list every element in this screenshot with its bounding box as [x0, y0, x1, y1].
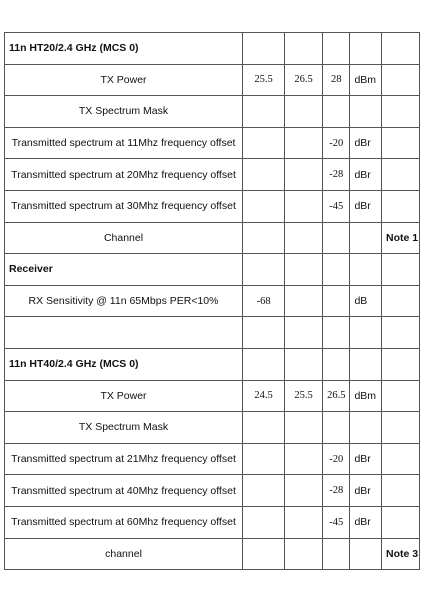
empty-cell	[323, 348, 350, 380]
empty-cell	[350, 348, 382, 380]
max-value-cell	[323, 317, 350, 349]
typ-value-cell: 26.5	[285, 64, 323, 96]
empty-cell	[323, 254, 350, 286]
empty-cell	[243, 254, 285, 286]
section-title: 11n HT20/2.4 GHz (MCS 0)	[5, 33, 243, 65]
note-cell	[382, 475, 420, 507]
typ-value-cell: 25.5	[285, 380, 323, 412]
parameter-cell: TX Spectrum Mask	[5, 96, 243, 128]
unit-cell	[350, 538, 382, 570]
note-cell	[382, 412, 420, 444]
section-header-row	[5, 254, 420, 286]
max-value-cell: -20	[323, 127, 350, 159]
typ-value-cell	[285, 538, 323, 570]
min-value-cell	[243, 96, 285, 128]
parameter-cell: TX Power	[5, 64, 243, 96]
note-cell	[382, 285, 420, 317]
spec-table-body	[5, 33, 420, 570]
typ-value-cell	[285, 475, 323, 507]
parameter-cell: Transmitted spectrum at 30Mhz frequency offset	[5, 190, 243, 222]
note-cell: Note 1	[382, 222, 420, 254]
table-row	[5, 412, 420, 444]
typ-value-cell	[285, 317, 323, 349]
empty-cell	[382, 254, 420, 286]
note-cell	[382, 127, 420, 159]
note-cell	[382, 506, 420, 538]
typ-value-cell	[285, 506, 323, 538]
unit-cell: dBr	[350, 506, 382, 538]
note-cell	[382, 64, 420, 96]
empty-cell	[323, 33, 350, 65]
max-value-cell: -28	[323, 475, 350, 507]
note-cell	[382, 96, 420, 128]
unit-cell: dBr	[350, 190, 382, 222]
table-row	[5, 190, 420, 222]
max-value-cell	[323, 412, 350, 444]
note-cell	[382, 190, 420, 222]
unit-cell: dBr	[350, 443, 382, 475]
note-cell	[382, 317, 420, 349]
unit-cell	[350, 96, 382, 128]
section-title: Receiver	[5, 254, 243, 286]
table-row	[5, 222, 420, 254]
parameter-cell: channel	[5, 538, 243, 570]
table-row	[5, 443, 420, 475]
typ-value-cell	[285, 443, 323, 475]
empty-cell	[350, 33, 382, 65]
max-value-cell	[323, 285, 350, 317]
unit-cell	[350, 222, 382, 254]
note-cell	[382, 380, 420, 412]
table-row	[5, 317, 420, 349]
table-row	[5, 159, 420, 191]
table-row	[5, 380, 420, 412]
typ-value-cell	[285, 96, 323, 128]
parameter-cell	[5, 317, 243, 349]
typ-value-cell	[285, 222, 323, 254]
typ-value-cell	[285, 159, 323, 191]
min-value-cell	[243, 222, 285, 254]
max-value-cell: -45	[323, 190, 350, 222]
empty-cell	[382, 348, 420, 380]
min-value-cell	[243, 317, 285, 349]
min-value-cell: 24.5	[243, 380, 285, 412]
empty-cell	[285, 348, 323, 380]
empty-cell	[285, 254, 323, 286]
note-cell	[382, 443, 420, 475]
table-row	[5, 96, 420, 128]
parameter-cell: TX Power	[5, 380, 243, 412]
spec-table	[4, 32, 420, 570]
parameter-cell: Transmitted spectrum at 40Mhz frequency offset	[5, 475, 243, 507]
table-row	[5, 285, 420, 317]
parameter-cell: RX Sensitivity @ 11n 65Mbps PER<10%	[5, 285, 243, 317]
empty-cell	[243, 348, 285, 380]
empty-cell	[382, 33, 420, 65]
note-cell	[382, 159, 420, 191]
min-value-cell: -68	[243, 285, 285, 317]
section-header-row	[5, 348, 420, 380]
typ-value-cell	[285, 127, 323, 159]
note-cell: Note 3	[382, 538, 420, 570]
parameter-cell: Channel	[5, 222, 243, 254]
table-row	[5, 64, 420, 96]
min-value-cell	[243, 475, 285, 507]
min-value-cell	[243, 159, 285, 191]
empty-cell	[285, 33, 323, 65]
max-value-cell: 28	[323, 64, 350, 96]
max-value-cell: -45	[323, 506, 350, 538]
section-header-row	[5, 33, 420, 65]
unit-cell: dB	[350, 285, 382, 317]
max-value-cell: -28	[323, 159, 350, 191]
max-value-cell: -20	[323, 443, 350, 475]
parameter-cell: Transmitted spectrum at 11Mhz frequency offset	[5, 127, 243, 159]
unit-cell	[350, 412, 382, 444]
unit-cell: dBm	[350, 64, 382, 96]
parameter-cell: Transmitted spectrum at 21Mhz frequency offset	[5, 443, 243, 475]
min-value-cell	[243, 506, 285, 538]
empty-cell	[243, 33, 285, 65]
table-row	[5, 538, 420, 570]
typ-value-cell	[285, 285, 323, 317]
max-value-cell: 26.5	[323, 380, 350, 412]
max-value-cell	[323, 222, 350, 254]
typ-value-cell	[285, 190, 323, 222]
min-value-cell	[243, 127, 285, 159]
table-row	[5, 506, 420, 538]
unit-cell: dBr	[350, 127, 382, 159]
min-value-cell	[243, 190, 285, 222]
parameter-cell: Transmitted spectrum at 20Mhz frequency offset	[5, 159, 243, 191]
min-value-cell: 25.5	[243, 64, 285, 96]
table-row	[5, 127, 420, 159]
unit-cell: dBr	[350, 475, 382, 507]
table-row	[5, 475, 420, 507]
parameter-cell: TX Spectrum Mask	[5, 412, 243, 444]
typ-value-cell	[285, 412, 323, 444]
section-title: 11n HT40/2.4 GHz (MCS 0)	[5, 348, 243, 380]
empty-cell	[350, 254, 382, 286]
max-value-cell	[323, 96, 350, 128]
min-value-cell	[243, 538, 285, 570]
unit-cell: dBr	[350, 159, 382, 191]
max-value-cell	[323, 538, 350, 570]
unit-cell	[350, 317, 382, 349]
unit-cell: dBm	[350, 380, 382, 412]
min-value-cell	[243, 412, 285, 444]
min-value-cell	[243, 443, 285, 475]
parameter-cell: Transmitted spectrum at 60Mhz frequency offset	[5, 506, 243, 538]
